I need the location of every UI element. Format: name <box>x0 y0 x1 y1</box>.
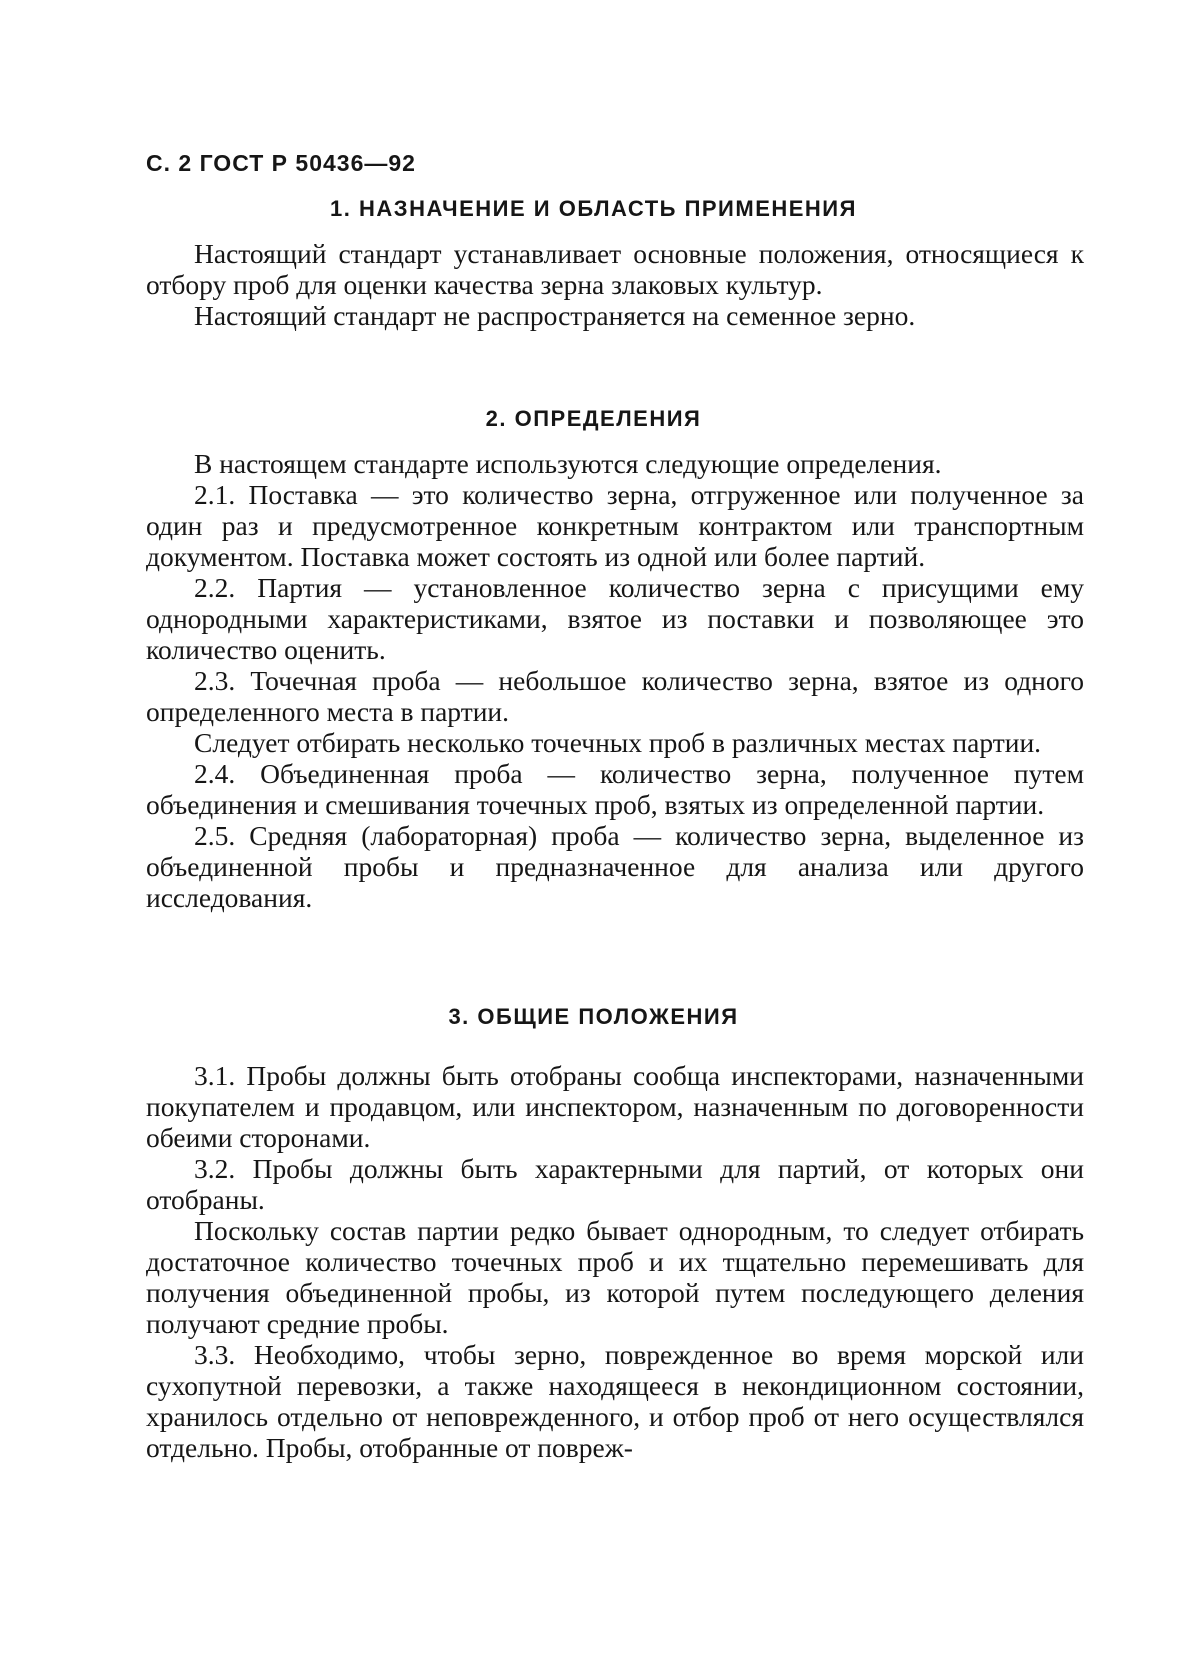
section-3-body <box>146 1060 1084 1463</box>
paragraph: В настоящем стандарте используются следующие определения. <box>194 448 942 479</box>
page-header: С. 2 ГОСТ Р 50436—92 <box>146 150 416 176</box>
paragraph: 2.5. Средняя (лабораторная) проба — количество зерна, выделенное из объединенной пробы и предназначенное для анализа или другого исследования. <box>146 820 1084 913</box>
paragraph: 3.1. Пробы должны быть отобраны сообща инспекторами, назначенными покупателем и продавцом, или инспектором, назначенным по договоренности обеими сторонами. <box>146 1060 1084 1153</box>
paragraph: 3.2. Пробы должны быть характерными для партий, от которых они отобраны. <box>146 1153 1084 1215</box>
section-2-body <box>146 448 1084 913</box>
paragraph: Следует отбирать несколько точечных проб в различных местах партии. <box>194 727 1042 758</box>
paragraph: 2.3. Точечная проба — небольшое количество зерна, взятое из одного определенного места в партии. <box>146 665 1084 727</box>
paragraph: 3.3. Необходимо, чтобы зерно, поврежденное во время морской или сухопутной перевозки, а также находящееся в некондиционном состоянии, хранилось отдельно от неповрежденного, и отбор проб от него осуществлялся отдельно. Пробы, отобранные от повреж- <box>146 1339 1084 1463</box>
paragraph: Поскольку состав партии редко бывает однородным, то следует отбирать достаточное количество точечных проб и их тщательно перемешивать для получения объединенной пробы, из которой путем последующего деления получают средние пробы. <box>146 1215 1084 1339</box>
paragraph: Настоящий стандарт не распространяется на семенное зерно. <box>194 300 916 331</box>
paragraph: Настоящий стандарт устанавливает основные положения, относящиеся к отбору проб для оценки качества зерна злаковых культур. <box>146 238 1084 300</box>
section-3-heading: 3. ОБЩИЕ ПОЛОЖЕНИЯ <box>448 1004 739 1029</box>
paragraph: 2.1. Поставка — это количество зерна, отгруженное или полученное за один раз и предусмотренное конкретным контрактом или транспортным документом. Поставка может состоять из одной или более партий. <box>146 479 1084 572</box>
section-2-heading: 2. ОПРЕДЕЛЕНИЯ <box>485 406 702 431</box>
paragraph: 2.4. Объединенная проба — количество зерна, полученное путем объединения и смешивания точечных проб, взятых из определенной партии. <box>146 758 1084 820</box>
paragraph: 2.2. Партия — установленное количество зерна с присущими ему однородными характеристиками, взятое из поставки и позволяющее это количество оценить. <box>146 572 1084 665</box>
section-1-body <box>146 238 1084 331</box>
section-1-heading: 1. НАЗНАЧЕНИЕ И ОБЛАСТЬ ПРИМЕНЕНИЯ <box>330 196 857 221</box>
